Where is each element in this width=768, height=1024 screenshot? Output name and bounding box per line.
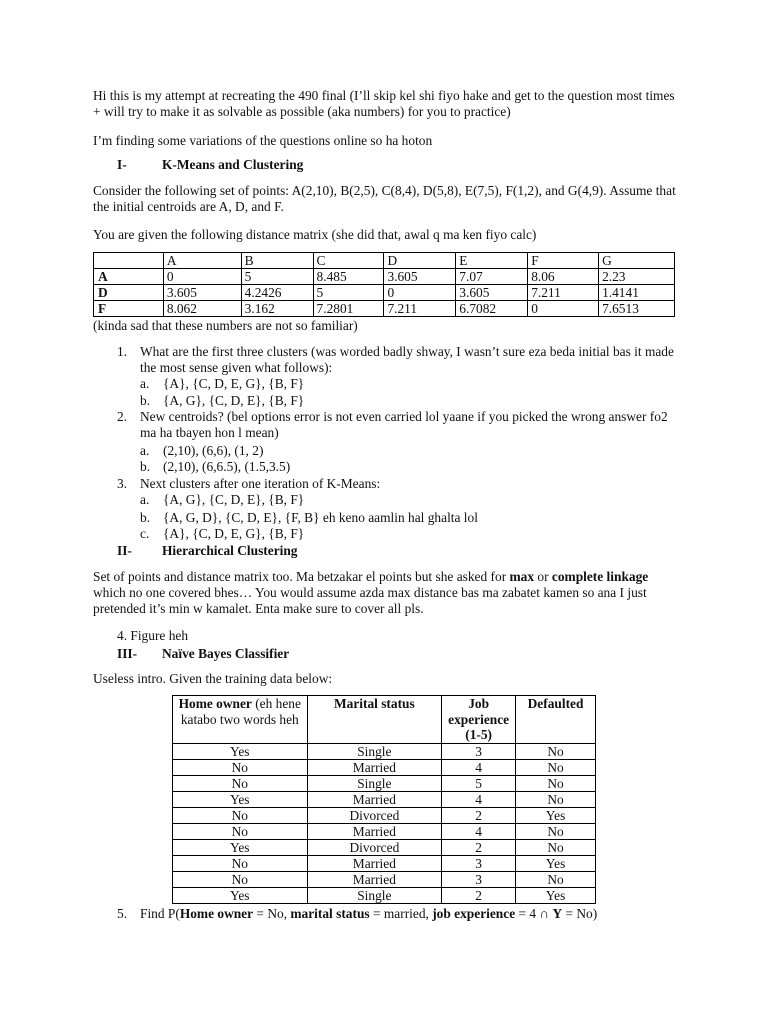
text-run-bold: Y (552, 906, 563, 921)
table-row (173, 887, 596, 903)
table-row (173, 775, 596, 791)
option-label: c. (140, 526, 150, 541)
option-text: (2,10), (6,6), (1, 2) (163, 443, 264, 458)
table-row (173, 743, 596, 759)
table-row (173, 807, 596, 823)
question-1-option-a (140, 376, 304, 392)
matrix-row-label: D (94, 285, 164, 301)
table-cell: No (516, 743, 596, 759)
table-cell: 4 (442, 791, 516, 807)
option-text: {A}, {C, D, E, G}, {B, F} (163, 376, 305, 391)
table-cell: 2 (442, 807, 516, 823)
text-run: = No, (253, 906, 291, 921)
question-2-number: 2. (117, 409, 128, 424)
matrix-header-cell: C (313, 253, 384, 269)
section-2-number: II- (117, 543, 132, 558)
table-cell: Yes (173, 743, 308, 759)
text-run-bold: marital status (290, 906, 370, 921)
question-2 (117, 409, 697, 441)
column-header-job-experience: Job experience (1-5) (442, 696, 516, 744)
table-cell: Single (307, 775, 442, 791)
training-data-table (172, 695, 596, 904)
table-row (173, 871, 596, 887)
table-cell: No (516, 871, 596, 887)
table-row (173, 791, 596, 807)
table-cell: No (173, 855, 308, 871)
text-run: which no one covered bhes… You would assume azda max distance bas ma zabatet kamen so ana I just pretended it’s min w kamalet. Enta make sure to cover all pls. (93, 585, 647, 616)
option-text: {A, G}, {C, D, E}, {B, F} (163, 393, 305, 408)
table-cell: No (173, 807, 308, 823)
text-run-bold: max (509, 569, 535, 584)
section-2-heading (117, 543, 298, 559)
section-2-paragraph (93, 569, 683, 617)
table-cell: 2 (442, 887, 516, 903)
table-cell: No (173, 871, 308, 887)
section-1-matrix-intro: You are given the following distance matrix (she did that, awal q ma ken fiyo calc) (93, 227, 537, 242)
option-label: b. (140, 393, 151, 408)
column-header-home-owner (173, 696, 308, 744)
table-cell: 3 (442, 855, 516, 871)
matrix-cell: 5 (313, 285, 384, 301)
question-3-option-b (140, 510, 478, 526)
matrix-cell: 4.2426 (241, 285, 313, 301)
option-label: a. (140, 492, 150, 507)
table-row (173, 759, 596, 775)
matrix-cell: 3.605 (384, 269, 456, 285)
text-run: Find P( (140, 906, 180, 921)
text-run: = married, (369, 906, 433, 921)
table-row (173, 823, 596, 839)
matrix-cell: 7.07 (456, 269, 528, 285)
question-2-option-b (140, 459, 290, 475)
option-text: {A}, {C, D, E, G}, {B, F} (163, 526, 305, 541)
intro-paragraph-1: Hi this is my attempt at recreating the 490 final (I’ll skip kel shi fiyo hake and get to the question most times + will try to make it as solvable as possible (aka numbers) for you to practice) (93, 88, 675, 119)
section-3-intro: Useless intro. Given the training data below: (93, 671, 333, 686)
matrix-row-label: F (94, 301, 164, 317)
question-2-option-a (140, 443, 263, 459)
table-cell: 4 (442, 759, 516, 775)
matrix-cell: 0 (163, 269, 241, 285)
matrix-cell: 7.6513 (599, 301, 675, 317)
matrix-cell: 7.211 (384, 301, 456, 317)
table-row (173, 855, 596, 871)
column-header-defaulted: Defaulted (516, 696, 596, 744)
table-cell: Yes (173, 791, 308, 807)
table-cell: Yes (516, 855, 596, 871)
table-cell: No (173, 775, 308, 791)
table-row (173, 839, 596, 855)
table-cell: Divorced (307, 807, 442, 823)
distance-matrix-table (93, 252, 675, 317)
matrix-header-cell (94, 253, 164, 269)
question-3-text: Next clusters after one iteration of K-Means: (140, 476, 381, 491)
section-3-title: Naïve Bayes Classifier (162, 646, 290, 661)
question-3-option-a (140, 492, 304, 508)
table-cell: Single (307, 743, 442, 759)
option-text: {A, G}, {C, D, E}, {B, F} (163, 492, 305, 507)
matrix-cell: 8.062 (163, 301, 241, 317)
table-cell: Married (307, 823, 442, 839)
matrix-cell: 3.605 (456, 285, 528, 301)
table-cell: 4 (442, 823, 516, 839)
question-1-number: 1. (117, 344, 128, 359)
question-3 (117, 476, 697, 492)
table-cell: No (516, 839, 596, 855)
matrix-header-cell: G (599, 253, 675, 269)
matrix-header-cell: E (456, 253, 528, 269)
matrix-cell: 8.485 (313, 269, 384, 285)
matrix-header-cell: A (163, 253, 241, 269)
table-cell: 3 (442, 743, 516, 759)
table-cell: Yes (516, 807, 596, 823)
section-1-title: K-Means and Clustering (162, 157, 304, 172)
matrix-cell: 7.2801 (313, 301, 384, 317)
table-cell: Married (307, 871, 442, 887)
table-cell: No (173, 759, 308, 775)
matrix-cell: 0 (528, 301, 599, 317)
text-run: = No) (562, 906, 598, 921)
matrix-cell: 3.162 (241, 301, 313, 317)
option-text: {A, G, D}, {C, D, E}, {F, B} eh keno aamlin hal ghalta lol (163, 510, 478, 525)
text-run: Set of points and distance matrix too. Ma betzakar el points but she asked for (93, 569, 510, 584)
matrix-header-cell: D (384, 253, 456, 269)
question-3-number: 3. (117, 476, 128, 491)
header-note: (eh hene katabo two words heh (180, 696, 301, 727)
intro-paragraph-2: I’m finding some variations of the questions online so ha hoton (93, 133, 433, 148)
table-cell: No (516, 823, 596, 839)
section-1-heading (117, 157, 303, 173)
matrix-header-cell: B (241, 253, 313, 269)
option-text: (2,10), (6,6.5), (1.5,3.5) (163, 459, 291, 474)
question-1-option-b (140, 393, 304, 409)
matrix-cell: 0 (384, 285, 456, 301)
table-cell: Married (307, 791, 442, 807)
table-cell: 2 (442, 839, 516, 855)
matrix-header-cell: F (528, 253, 599, 269)
text-run-bold: complete linkage (551, 569, 649, 584)
question-4: 4. Figure heh (117, 628, 189, 643)
matrix-cell: 3.605 (163, 285, 241, 301)
section-3-heading (117, 646, 289, 662)
text-run: = 4 ∩ (515, 906, 553, 921)
matrix-row (94, 269, 675, 285)
matrix-cell: 1.4141 (599, 285, 675, 301)
text-run: or (534, 569, 552, 584)
text-run-bold: Home owner (179, 906, 254, 921)
table-cell: Yes (516, 887, 596, 903)
section-3-number: III- (117, 646, 138, 661)
option-label: a. (140, 376, 150, 391)
matrix-row (94, 301, 675, 317)
table-cell: No (173, 823, 308, 839)
matrix-cell: 2.23 (599, 269, 675, 285)
table-cell: No (516, 759, 596, 775)
table-cell: 3 (442, 871, 516, 887)
section-1-number: I- (117, 157, 127, 172)
option-label: b. (140, 510, 151, 525)
table-cell: Married (307, 759, 442, 775)
section-2-title: Hierarchical Clustering (162, 543, 298, 558)
table-cell: No (516, 791, 596, 807)
table-cell: Yes (173, 887, 308, 903)
table-cell: No (516, 775, 596, 791)
table-cell: Single (307, 887, 442, 903)
section-1-points-paragraph: Consider the following set of points: A(2,10), B(2,5), C(8,4), D(5,8), E(7,5), F(1,2), and G(4,9). Assume that the initial centroids are A, D, and F. (93, 183, 676, 214)
text-run-bold: job experience (432, 906, 516, 921)
table-cell: Divorced (307, 839, 442, 855)
matrix-row-label: A (94, 269, 164, 285)
matrix-comment: (kinda sad that these numbers are not so familiar) (93, 318, 358, 333)
matrix-cell: 6.7082 (456, 301, 528, 317)
table-cell: Yes (173, 839, 308, 855)
question-5-number: 5. (117, 906, 128, 921)
matrix-row (94, 285, 675, 301)
matrix-cell: 5 (241, 269, 313, 285)
question-3-option-c (140, 526, 304, 542)
table-cell: 5 (442, 775, 516, 791)
option-label: b. (140, 459, 151, 474)
question-1 (117, 344, 697, 376)
question-5 (117, 906, 697, 922)
question-1-text: What are the first three clusters (was worded badly shway, I wasn’t sure eza beda initial bas it made the most sense given what follows): (140, 344, 674, 375)
table-header-row (173, 696, 596, 744)
matrix-header-row (94, 253, 675, 269)
header-bold: Home owner (178, 696, 252, 711)
question-2-text: New centroids? (bel options error is not even carried lol yaane if you picked the wrong answer fo2 ma ha tbayen hon l mean) (140, 409, 668, 440)
option-label: a. (140, 443, 150, 458)
table-cell: Married (307, 855, 442, 871)
matrix-cell: 7.211 (528, 285, 599, 301)
column-header-marital-status: Marital status (307, 696, 442, 744)
matrix-cell: 8.06 (528, 269, 599, 285)
